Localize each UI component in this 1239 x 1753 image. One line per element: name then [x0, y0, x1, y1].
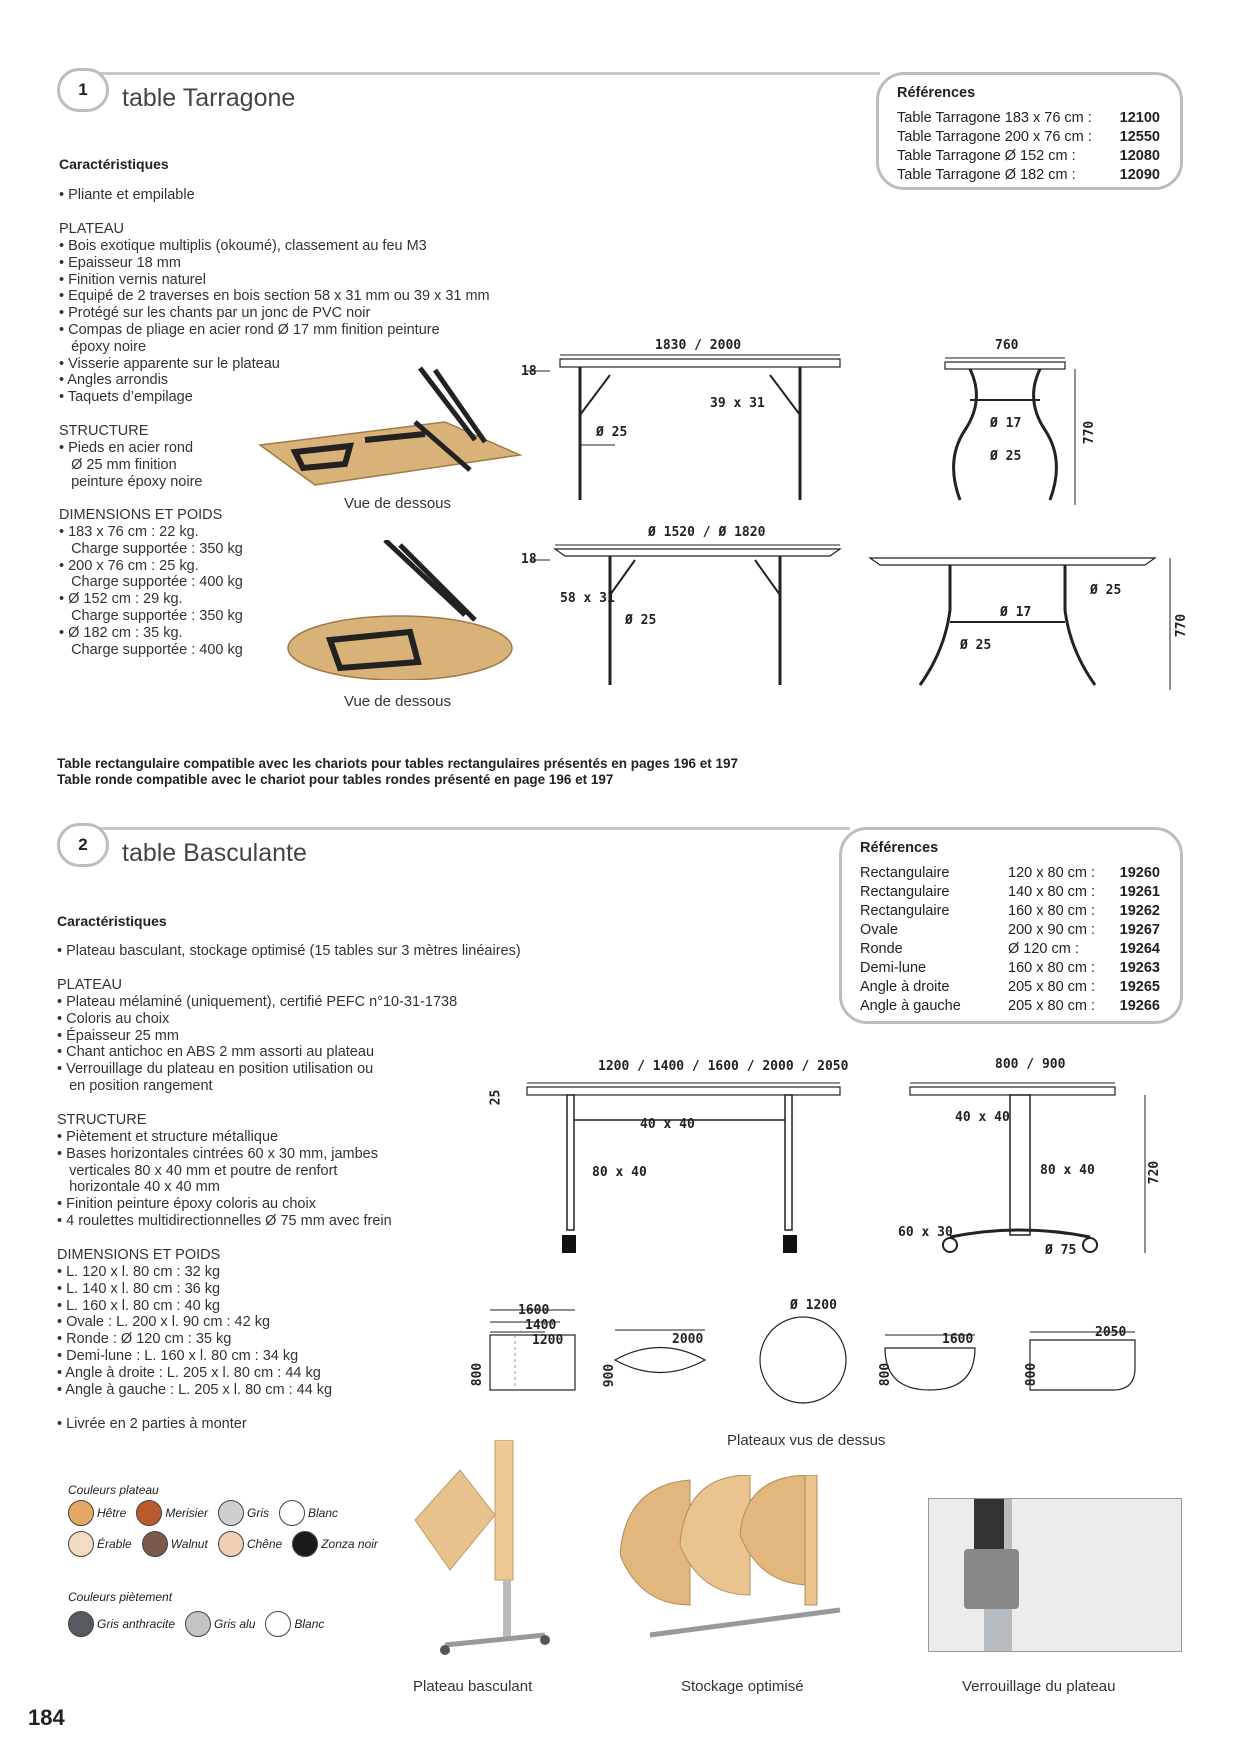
- list-item: Charge supportée : 350 kg: [59, 540, 243, 557]
- color-swatch: [265, 1611, 291, 1637]
- list-item: • Compas de pliage en acier rond Ø 17 mm finition peinture: [59, 321, 440, 338]
- reference-label: Ronde: [860, 941, 903, 957]
- reference-label: Rectangulaire: [860, 884, 950, 900]
- caption-underside-1: Vue de dessous: [344, 495, 452, 512]
- list-item: • Verrouillage du plateau en position utilisation ou: [57, 1061, 374, 1078]
- reference-label: Table Tarragone Ø 152 cm :: [897, 148, 1076, 164]
- dim-round-side-d3: Ø 25: [960, 638, 992, 653]
- section2-dims-heading: DIMENSIONS ET POIDS: [57, 1247, 221, 1263]
- list-item: • Angles arrondis: [59, 372, 169, 389]
- section2-dims-list: [57, 1264, 332, 1398]
- color-swatch-label: Gris: [247, 1506, 270, 1520]
- reference-label: Angle à droite: [860, 979, 950, 995]
- color-swatch: [142, 1531, 168, 1557]
- color-swatch: [292, 1531, 318, 1557]
- colors-base-row: [68, 1611, 334, 1637]
- reference-code: 19263: [1119, 960, 1160, 976]
- dim-side-height: 720: [1147, 1160, 1163, 1185]
- list-item: • Angle à droite : L. 205 x l. 80 cm : 44 kg: [57, 1364, 321, 1381]
- section2-structure-heading: STRUCTURE: [57, 1112, 147, 1128]
- dim-round-section: 58 x 31: [560, 591, 615, 606]
- dim-round-diameter: Ø 1520 / Ø 1820: [648, 525, 766, 540]
- list-item: • Chant antichoc en ABS 2 mm assorti au plateau: [57, 1044, 375, 1061]
- reference-code: 12100: [1119, 110, 1160, 126]
- reference-row: [860, 921, 1160, 940]
- references-title: Références: [860, 840, 939, 856]
- reference-size: 160 x 80 cm :: [1008, 903, 1096, 919]
- caption-underside-2: Vue de dessous: [344, 693, 452, 710]
- reference-code: 19260: [1119, 865, 1160, 881]
- dim-top-round: Ø 1200: [790, 1298, 837, 1313]
- section2-references: [839, 827, 1183, 1024]
- dim-round-side-d1: Ø 25: [1090, 583, 1122, 598]
- color-swatch: [136, 1500, 162, 1526]
- reference-size: Ø 120 cm :: [1008, 941, 1079, 957]
- reference-row: [897, 147, 1160, 166]
- photo-caption-1: Plateau basculant: [413, 1678, 533, 1695]
- colors-top-row-2: [68, 1531, 388, 1557]
- dim-front-thickness: 25: [488, 1089, 504, 1106]
- list-item: • Coloris au choix: [57, 1010, 170, 1027]
- dim-rect-thickness: 18: [521, 364, 537, 379]
- reference-code: 19265: [1119, 979, 1160, 995]
- list-item: • Equipé de 2 traverses en bois section 58 x 31 mm ou 39 x 31 mm: [59, 288, 490, 305]
- section1-references: [876, 72, 1183, 190]
- list-item: • Ovale : L. 200 x l. 90 cm : 42 kg: [57, 1314, 271, 1331]
- section2-plateau-heading: PLATEAU: [57, 977, 123, 993]
- reference-row: [897, 166, 1160, 185]
- section2-delivery: • Livrée en 2 parties à monter: [57, 1416, 247, 1432]
- list-item: • Ø 182 cm : 35 kg.: [59, 624, 183, 641]
- color-swatch: [279, 1500, 305, 1526]
- dim-rect-side-d2: Ø 25: [990, 449, 1022, 464]
- photo-plateau-basculant: [405, 1440, 555, 1665]
- reference-label: Table Tarragone Ø 182 cm :: [897, 167, 1076, 183]
- reference-size: 140 x 80 cm :: [1008, 884, 1096, 900]
- list-item: • Ronde : Ø 120 cm : 35 kg: [57, 1331, 232, 1348]
- section2-characteristics-heading: Caractéristiques: [57, 913, 167, 929]
- reference-row: [897, 128, 1160, 147]
- round-table-side-drawing: [865, 550, 1185, 695]
- list-item: Charge supportée : 400 kg: [59, 574, 243, 591]
- color-swatch: [218, 1531, 244, 1557]
- reference-row: [860, 940, 1160, 959]
- list-item: • Plateau mélaminé (uniquement), certifié PEFC n°10-31-1738: [57, 994, 458, 1010]
- reference-label: Table Tarragone 183 x 76 cm :: [897, 110, 1092, 126]
- section1-number: 1: [57, 68, 109, 112]
- dim-round-thickness: 18: [521, 552, 537, 567]
- list-item: époxy noire: [59, 338, 147, 355]
- dim-round-leg: Ø 25: [625, 613, 657, 628]
- photo-verrouillage-latch: [964, 1549, 1019, 1609]
- reference-code: 12080: [1119, 148, 1160, 164]
- dim-top-oval-l: 2000: [672, 1332, 704, 1347]
- reference-label: Table Tarragone 200 x 76 cm :: [897, 129, 1092, 145]
- color-swatch-label: Hêtre: [97, 1506, 127, 1520]
- reference-code: 19267: [1119, 922, 1160, 938]
- rect-table-front-drawing: [520, 335, 860, 510]
- dim-top-rect-l3: 1200: [532, 1333, 564, 1348]
- section1-rule: [80, 72, 880, 75]
- reference-label: Ovale: [860, 922, 898, 938]
- list-item: • Bases horizontales cintrées 60 x 30 mm, jambes: [57, 1145, 378, 1162]
- photo-verrouillage: [928, 1498, 1182, 1652]
- section1-structure-heading: STRUCTURE: [59, 423, 149, 439]
- section1-dims-heading: DIMENSIONS ET POIDS: [59, 507, 223, 523]
- color-swatch-label: Érable: [97, 1537, 132, 1551]
- reference-size: 205 x 80 cm :: [1008, 998, 1096, 1014]
- list-item: • 183 x 76 cm : 22 kg.: [59, 524, 199, 540]
- dim-top-angle-w: 800: [1024, 1362, 1040, 1387]
- photo-caption-3: Verrouillage du plateau: [962, 1678, 1116, 1695]
- color-swatch: [185, 1611, 211, 1637]
- dim-rect-side-width: 760: [995, 338, 1019, 353]
- reference-row: [860, 902, 1160, 921]
- list-item: • Piètement et structure métallique: [57, 1129, 279, 1145]
- dim-rect-leg: Ø 25: [596, 425, 628, 440]
- dim-front-leg: 80 x 40: [592, 1165, 647, 1180]
- dim-top-half-w: 800: [878, 1362, 894, 1387]
- section2-title: table Basculante: [122, 839, 307, 867]
- list-item: verticales 80 x 40 mm et poutre de renfort: [57, 1162, 338, 1179]
- references-list: [897, 109, 1160, 185]
- round-table-front-drawing: [530, 535, 850, 695]
- color-swatch-label: Zonza noir: [321, 1537, 378, 1551]
- reference-row: [860, 997, 1160, 1016]
- reference-code: 19264: [1119, 941, 1160, 957]
- list-item: • Épaisseur 25 mm: [57, 1027, 179, 1044]
- dim-top-rect-l1: 1600: [518, 1303, 550, 1318]
- list-item: • Taquets d’empilage: [59, 389, 193, 406]
- section2-structure-list: [57, 1129, 392, 1230]
- section1-dims-list: [59, 524, 243, 658]
- section2-intro: • Plateau basculant, stockage optimisé (15 tables sur 3 mètres linéaires): [57, 943, 521, 959]
- list-item: • Finition peinture époxy coloris au choix: [57, 1196, 316, 1213]
- section2-rule: [80, 827, 850, 830]
- section1-plateau-heading: PLATEAU: [59, 221, 125, 237]
- list-item: • Finition vernis naturel: [59, 271, 206, 288]
- dim-front-beam: 40 x 40: [640, 1117, 695, 1132]
- reference-size: 205 x 80 cm :: [1008, 979, 1096, 995]
- photo-verrouillage-bracket: [974, 1499, 1004, 1549]
- reference-label: Angle à gauche: [860, 998, 961, 1014]
- dim-front-length: 1200 / 1400 / 1600 / 2000 / 2050: [598, 1059, 849, 1074]
- dim-side-wheel: Ø 75: [1045, 1243, 1077, 1258]
- list-item: • Protégé sur les chants par un jonc de PVC noir: [59, 305, 371, 322]
- dim-top-oval-w: 900: [602, 1363, 618, 1388]
- dim-rect-section: 39 x 31: [710, 396, 765, 411]
- color-swatch-label: Chêne: [246, 1537, 283, 1551]
- dim-top-half-l: 1600: [942, 1332, 974, 1347]
- list-item: Ø 25 mm finition: [59, 456, 177, 473]
- reference-label: Demi-lune: [860, 960, 927, 976]
- round-table-underside-photo: [280, 540, 520, 680]
- section2-number: 2: [57, 823, 109, 867]
- dim-top-rect-w: 800: [470, 1362, 486, 1387]
- list-item: peinture époxy noire: [59, 473, 203, 490]
- dim-round-side-height: 770: [1174, 613, 1190, 638]
- reference-row: [860, 959, 1160, 978]
- reference-code: 12090: [1119, 167, 1160, 183]
- reference-code: 19262: [1119, 903, 1160, 919]
- list-item: • L. 160 x l. 80 cm : 40 kg: [57, 1297, 221, 1314]
- dim-rect-side-height: 770: [1082, 420, 1098, 445]
- list-item: • Angle à gauche : L. 205 x l. 80 cm : 44 kg: [57, 1381, 333, 1398]
- color-swatch-label: Blanc: [308, 1506, 339, 1520]
- list-item: • 200 x 76 cm : 25 kg.: [59, 557, 199, 574]
- list-item: • Pieds en acier rond: [59, 440, 194, 456]
- colors-base-heading: Couleurs piètement: [68, 1590, 173, 1604]
- reference-row: [860, 978, 1160, 997]
- dim-rect-length: 1830 / 2000: [655, 338, 742, 353]
- references-title: Références: [897, 85, 976, 101]
- section1-characteristics-heading: Caractéristiques: [59, 156, 169, 172]
- color-swatch-label: Gris alu: [214, 1617, 256, 1631]
- list-item: • Epaisseur 18 mm: [59, 254, 181, 271]
- list-item: Charge supportée : 350 kg: [59, 607, 243, 624]
- dim-round-side-d2: Ø 17: [1000, 605, 1032, 620]
- list-item: Charge supportée : 400 kg: [59, 641, 243, 658]
- reference-code: 19261: [1119, 884, 1160, 900]
- section1-structure-list: [59, 440, 202, 490]
- list-item: • L. 140 x l. 80 cm : 36 kg: [57, 1280, 221, 1297]
- reference-label: Rectangulaire: [860, 865, 950, 881]
- list-item: • Demi-lune : L. 160 x l. 80 cm : 34 kg: [57, 1347, 299, 1364]
- photo-stockage-optimise: [620, 1475, 870, 1660]
- dim-side-width: 800 / 900: [995, 1057, 1066, 1072]
- dim-top-angle-l: 2050: [1095, 1325, 1127, 1340]
- colors-top-heading: Couleurs plateau: [68, 1483, 159, 1497]
- dim-side-base: 60 x 30: [898, 1225, 953, 1240]
- reference-size: 200 x 90 cm :: [1008, 922, 1096, 938]
- section1-note-2: Table ronde compatible avec le chariot pour tables rondes présenté en page 196 et 197: [57, 772, 614, 787]
- color-swatch: [68, 1500, 94, 1526]
- reference-code: 19266: [1119, 998, 1160, 1014]
- section1-intro: • Pliante et empilable: [59, 187, 195, 203]
- color-swatch: [68, 1531, 94, 1557]
- reference-label: Rectangulaire: [860, 903, 950, 919]
- reference-size: 120 x 80 cm :: [1008, 865, 1096, 881]
- reference-size: 160 x 80 cm :: [1008, 960, 1096, 976]
- list-item: horizontale 40 x 40 mm: [57, 1179, 220, 1196]
- color-swatch-label: Merisier: [165, 1506, 209, 1520]
- tops-caption: Plateaux vus de dessus: [727, 1432, 886, 1449]
- color-swatch: [218, 1500, 244, 1526]
- section2-plateau-list: [57, 994, 457, 1095]
- color-swatch: [68, 1611, 94, 1637]
- list-item: • L. 120 x l. 80 cm : 32 kg: [57, 1264, 221, 1280]
- list-item: en position rangement: [57, 1077, 213, 1094]
- dim-rect-side-d1: Ø 17: [990, 416, 1022, 431]
- photo-caption-2: Stockage optimisé: [681, 1678, 804, 1695]
- list-item: • 4 roulettes multidirectionnelles Ø 75 mm avec frein: [57, 1212, 392, 1229]
- basculante-front-drawing: [495, 1075, 855, 1265]
- rect-table-underside-photo: [255, 360, 525, 490]
- list-item: • Ø 152 cm : 29 kg.: [59, 591, 183, 608]
- reference-code: 12550: [1119, 129, 1160, 145]
- list-item: • Visserie apparente sur le plateau: [59, 355, 280, 372]
- references-list: [860, 864, 1160, 1016]
- color-swatch-label: Walnut: [170, 1537, 208, 1551]
- reference-row: [897, 109, 1160, 128]
- color-swatch-label: Blanc: [294, 1617, 325, 1631]
- dim-side-beam: 40 x 40: [955, 1110, 1010, 1125]
- dim-top-rect-l2: 1400: [525, 1318, 557, 1333]
- reference-row: [860, 883, 1160, 902]
- reference-row: [860, 864, 1160, 883]
- colors-top-row-1: [68, 1500, 348, 1526]
- section1-title: table Tarragone: [122, 84, 296, 112]
- dim-side-leg: 80 x 40: [1040, 1163, 1095, 1178]
- color-swatch-label: Gris anthracite: [97, 1617, 176, 1631]
- page-number: 184: [28, 1705, 65, 1730]
- section1-note-1: Table rectangulaire compatible avec les chariots pour tables rectangulaires présentés en pages 196 et 197: [57, 756, 739, 771]
- list-item: • Bois exotique multiplis (okoumé), classement au feu M3: [59, 238, 427, 254]
